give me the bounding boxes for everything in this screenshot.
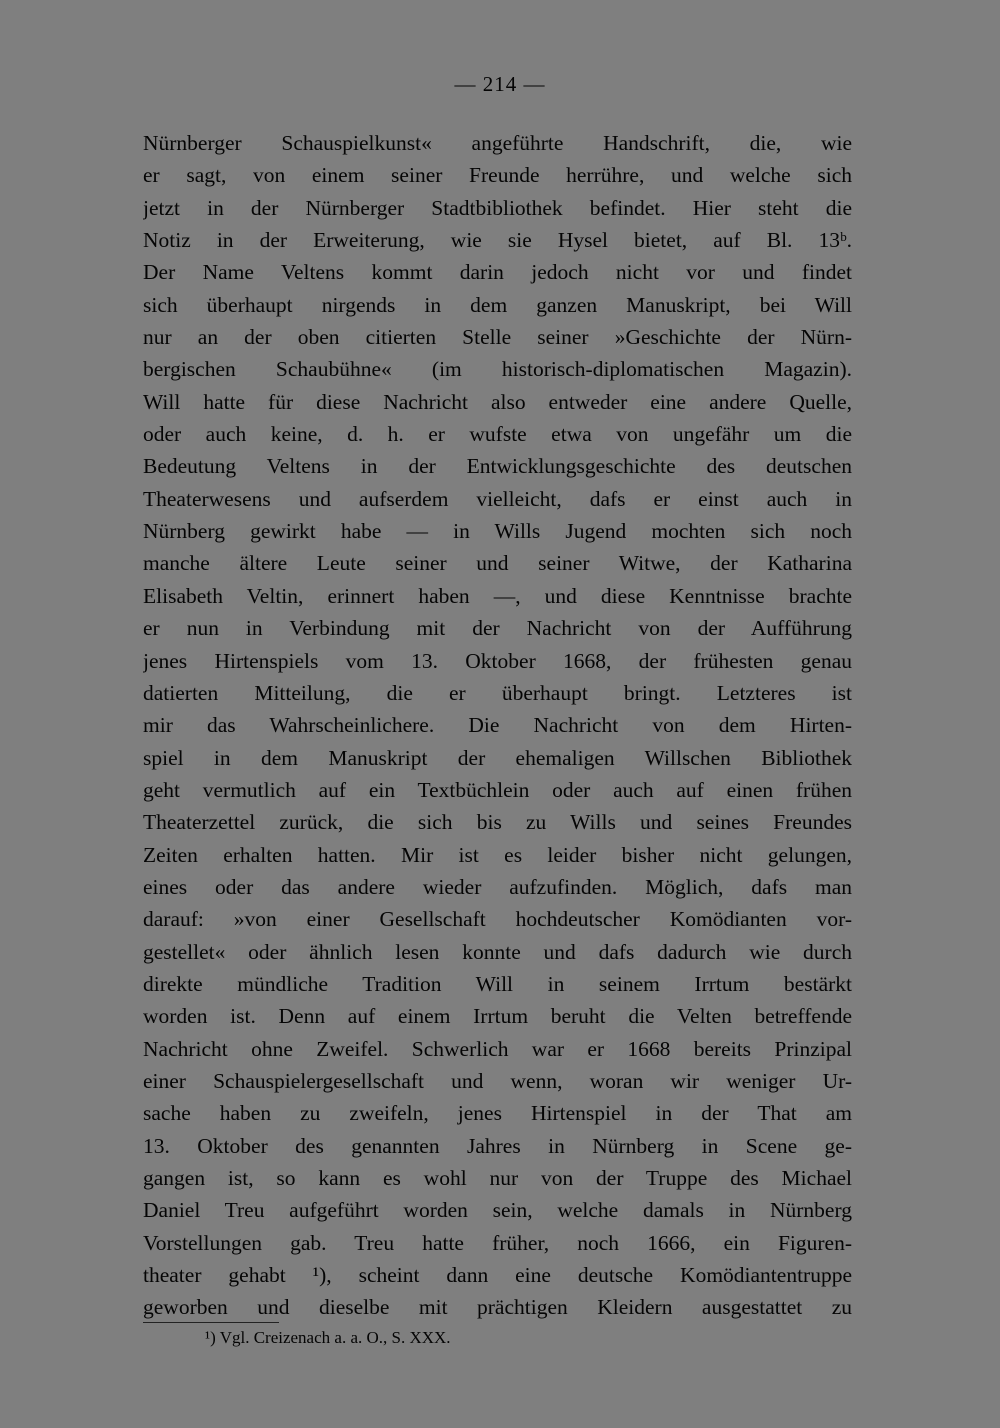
text-line: er nun in Verbindung mit der Nachricht von der Aufführung	[143, 616, 852, 641]
text-line: 13. Oktober des genannten Jahres in Nürnberg in Scene ge-	[143, 1133, 852, 1158]
text-line: er sagt, von einem seiner Freunde herrühre, und welche sich	[143, 163, 852, 188]
text-line: eines oder das andere wieder aufzufinden. Möglich, dafs man	[143, 874, 852, 899]
text-line: Will hatte für diese Nachricht also entweder eine andere Quelle,	[143, 389, 852, 414]
text-line: worden ist. Denn auf einem Irrtum beruht die Velten betreffende	[143, 1004, 852, 1029]
text-line: Nürnberg gewirkt habe — in Wills Jugend mochten sich noch	[143, 519, 852, 544]
text-line: jetzt in der Nürnberger Stadtbibliothek befindet. Hier steht die	[143, 195, 852, 220]
text-line: sache haben zu zweifeln, jenes Hirtenspiel in der That am	[143, 1101, 852, 1126]
text-line: Theaterzettel zurück, die sich bis zu Wills und seines Freundes	[143, 810, 852, 835]
text-line: Daniel Treu aufgeführt worden sein, welche damals in Nürnberg	[143, 1198, 852, 1223]
text-line: Notiz in der Erweiterung, wie sie Hysel bietet, auf Bl. 13ᵇ.	[143, 228, 852, 253]
text-line: oder auch keine, d. h. er wufste etwa von ungefähr um die	[143, 422, 852, 447]
text-line: bergischen Schaubühne« (im historisch-diplomatischen Magazin).	[143, 357, 852, 382]
text-line: gangen ist, so kann es wohl nur von der Truppe des Michael	[143, 1166, 852, 1190]
text-line: Elisabeth Veltin, erinnert haben —, und diese Kenntnisse brachte	[143, 583, 852, 608]
text-line: Bedeutung Veltens in der Entwicklungsgeschichte des deutschen	[143, 454, 852, 479]
text-line: theater gehabt ¹), scheint dann eine deutsche Komödiantentruppe	[143, 1263, 852, 1288]
text-line: manche ältere Leute seiner und seiner Witwe, der Katharina	[143, 551, 852, 576]
text-line: spiel in dem Manuskript der ehemaligen Willschen Bibliothek	[143, 745, 852, 770]
text-line: jenes Hirtenspiels vom 13. Oktober 1668, der frühesten genau	[143, 648, 852, 673]
text-line: Der Name Veltens kommt darin jedoch nicht vor und findet	[143, 260, 852, 285]
text-line: geworben und dieselbe mit prächtigen Kleidern ausgestattet zu	[143, 1295, 852, 1320]
text-line: datierten Mitteilung, die er überhaupt bringt. Letzteres ist	[143, 680, 852, 705]
text-line: Vorstellungen gab. Treu hatte früher, noch 1666, ein Figuren-	[143, 1230, 852, 1255]
text-line: direkte mündliche Tradition Will in seinem Irrtum bestärkt	[143, 971, 852, 996]
page-number: — 214 —	[454, 72, 546, 96]
text-line: geht vermutlich auf ein Textbüchlein oder auch auf einen frühen	[143, 777, 852, 802]
text-line: einer Schauspielergesellschaft und wenn, woran wir weniger Ur-	[143, 1068, 852, 1093]
text-line: mir das Wahrscheinlichere. Die Nachricht von dem Hirten-	[143, 713, 852, 738]
body-text	[143, 127, 852, 1324]
text-line: darauf: »von einer Gesellschaft hochdeutscher Komödianten vor-	[143, 907, 852, 932]
text-line: nur an der oben citierten Stelle seiner »Geschichte der Nürn-	[143, 325, 852, 350]
text-line: Theaterwesens und aufserdem vielleicht, dafs er einst auch in	[143, 486, 852, 511]
footnote: ¹) Vgl. Creizenach a. a. O., S. XXX.	[205, 1328, 451, 1347]
text-line: sich überhaupt nirgends in dem ganzen Manuskript, bei Will	[143, 292, 852, 317]
text-line: Nachricht ohne Zweifel. Schwerlich war er 1668 bereits Prinzipal	[143, 1036, 852, 1061]
text-line: Zeiten erhalten hatten. Mir ist es leider bisher nicht gelungen,	[143, 842, 852, 867]
footnote-divider	[143, 1322, 279, 1323]
text-line: Nürnberger Schauspielkunst« angeführte Handschrift, die, wie	[143, 131, 852, 155]
text-line: gestellet« oder ähnlich lesen konnte und dafs dadurch wie durch	[143, 939, 852, 964]
